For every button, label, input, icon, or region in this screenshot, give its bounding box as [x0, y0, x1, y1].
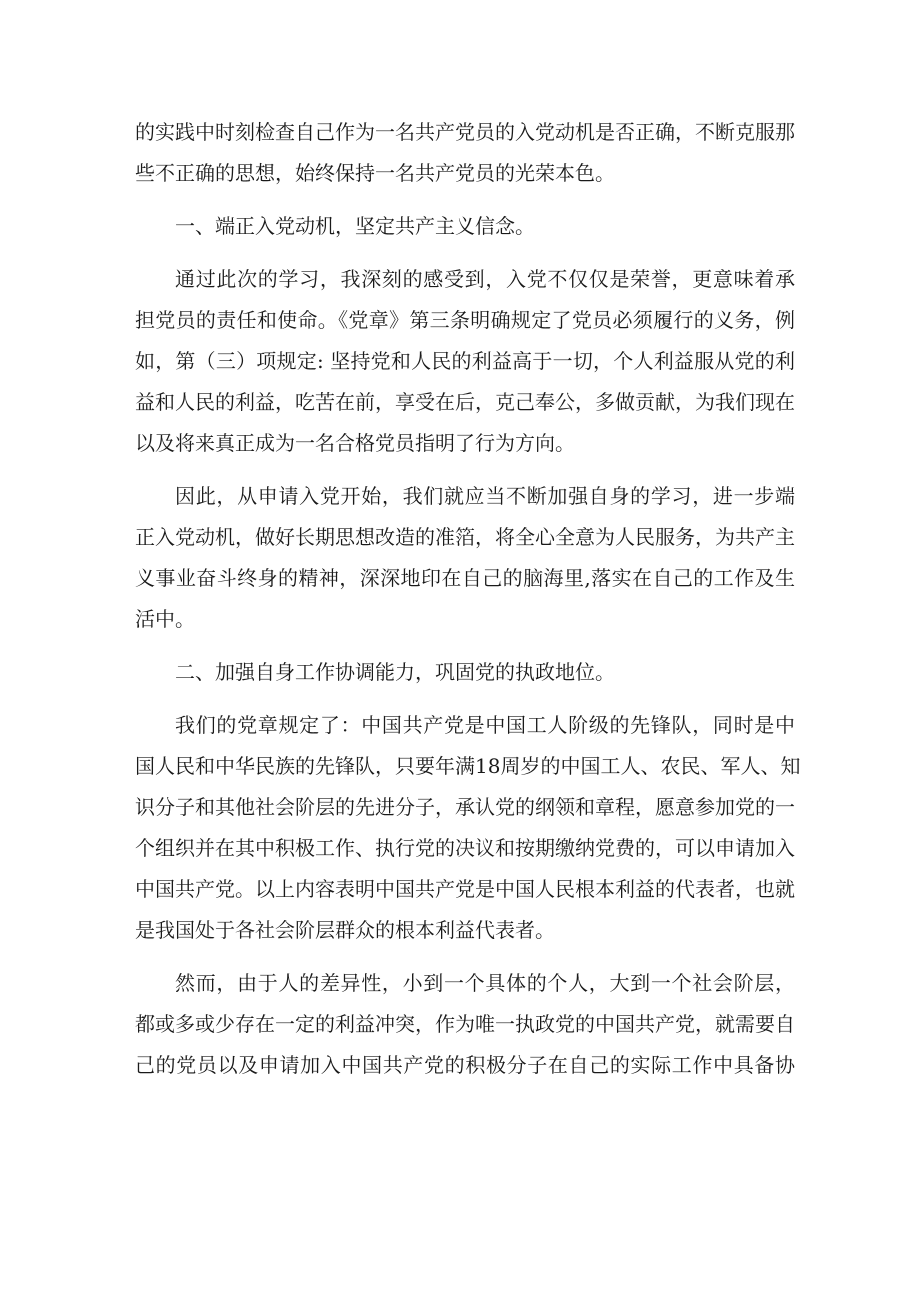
text-line: 如，第（三）项规定: 坚持党和人民的利益高于一切，个人利益服从党的利 [135, 349, 795, 373]
text-line: 国人民和中华民族的先锋队，只要年满18周岁的中国工人、农民、军人、知 [135, 754, 801, 778]
paragraph [135, 259, 795, 464]
text-line: 的实践中时刻检查自己作为一名共产党员的入党动机是否正确，不断克服那 [135, 120, 795, 144]
text-line: 活中。 [135, 607, 195, 631]
document-body [135, 112, 801, 1086]
text-line: 正入党动机，做好长期思想改造的准箔，将全心全意为人民服务，为共产主 [135, 525, 795, 549]
text-line: 己的党员以及申请加入中国共产党的积极分子在自己的实际工作中具备协 [135, 1053, 795, 1077]
text-line: 些不正确的思想，始终保持一名共产党员的光荣本色。 [135, 161, 615, 185]
text-line: 益和人民的利益，吃苦在前，享受在后，克己奉公，多做贡献，为我们现在 [135, 390, 795, 414]
heading-line: 二、加强自身工作协调能力，巩固党的执政地位。 [175, 660, 615, 684]
section-heading-1 [135, 206, 795, 247]
text-line: 是我国处于各社会阶层群众的根本利益代表者。 [135, 918, 555, 942]
heading-line: 一、端正入党动机，坚定共产主义信念。 [175, 214, 535, 238]
text-line: 通过此次的学习，我深刻的感受到，入党不仅仅是荣誉，更意味着承 [175, 267, 795, 291]
paragraph-continuation [135, 112, 795, 194]
text-line: 义事业奋斗终身的精神，深深地印在自己的脑海里,落实在自己的工作及生 [135, 566, 795, 590]
paragraph [135, 963, 795, 1086]
text-line: 都或多或少存在一定的利益冲突，作为唯一执政党的中国共产党，就需要自 [135, 1012, 795, 1036]
text-line: 个组织并在其中积极工作、执行党的决议和按期缴纳党费的，可以申请加入 [135, 836, 795, 860]
text-line: 因此，从申请入党开始，我们就应当不断加强自身的学习，进一步端 [175, 484, 795, 508]
paragraph [135, 476, 795, 640]
text-line: 然而，由于人的差异性，小到一个具体的个人，大到一个社会阶层， [175, 971, 795, 995]
text-line: 识分子和其他社会阶层的先进分子，承认党的纲领和章程，愿意参加党的一 [135, 795, 795, 819]
text-line: 我们的党章规定了：中国共产党是中国工人阶级的先锋队，同时是中 [175, 713, 795, 737]
text-line: 担党员的责任和使命。《党章》第三条明确规定了党员必须履行的义务，例 [135, 308, 795, 332]
paragraph [135, 705, 801, 951]
section-heading-2 [135, 652, 795, 693]
text-line: 中国共产党。以上内容表明中国共产党是中国人民根本利益的代表者，也就 [135, 877, 795, 901]
text-line: 以及将来真正成为一名合格党员指明了行为方向。 [135, 431, 575, 455]
